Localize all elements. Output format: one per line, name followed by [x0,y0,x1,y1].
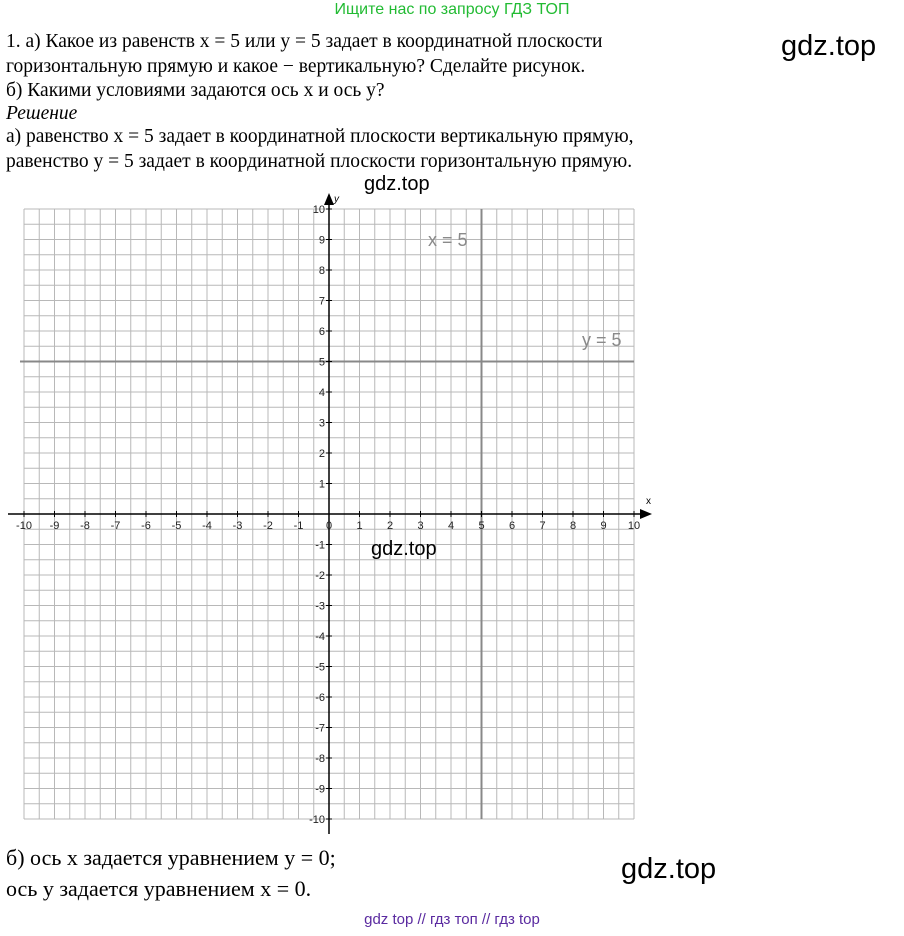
solution-heading: Решение [6,103,78,124]
x-tick-label: -9 [49,520,60,532]
x-tick-label: 0 [325,520,333,532]
y-tick-label: 2 [318,448,325,460]
x-tick-label: -6 [141,520,151,532]
y-tick-label: -9 [315,783,325,796]
y-tick-label: 3 [318,417,325,430]
x-tick-label: -10 [16,520,32,532]
y-tick-label: 1 [318,478,325,491]
x-tick-label: 7 [539,520,546,532]
solution-line-1: а) равенство x = 5 задает в координатной плоскости вертикальную прямую, [6,126,634,147]
x-tick-label: 10 [627,520,641,532]
watermark-top-right: gdz.top [781,30,877,62]
y-tick-label: -7 [315,722,325,735]
x-axis-label: x [646,496,651,507]
x-tick-label: -2 [263,520,273,532]
y-tick-label: -8 [315,753,325,765]
tick-labels [16,204,640,826]
watermark-graph-mid: gdz.top [371,538,437,560]
watermark-bottom-right: gdz.top [621,853,717,885]
x-tick-label: -5 [171,520,182,532]
x-tick-label: 6 [508,520,516,532]
y-tick-label: -6 [315,692,325,704]
problem-line-3: б) Какими условиями задаются ось x и ось y? [6,80,385,101]
y-tick-label: -4 [315,631,325,643]
x-tick-label: -1 [293,520,304,532]
search-banner: Ищите нас по запросу ГДЗ ТОП [334,1,570,18]
y-tick-label: 8 [318,265,325,277]
x-tick-label: -8 [80,520,90,532]
y-tick-label: -5 [315,661,325,674]
y-tick-label: 7 [318,295,325,308]
answer-line-1: б) ось x задается уравнением y = 0; [6,845,336,870]
x-tick-label: 4 [447,520,455,532]
y-axis-label: y [334,194,339,205]
x-tick-label: -7 [110,520,121,532]
watermark-graph-top: gdz.top [364,173,430,195]
problem-line-2: горизонтальную прямую и какое − вертикальную? Сделайте рисунок. [6,56,586,77]
line-label-y-equals-5: y = 5 [582,330,622,350]
x-tick-label: 1 [356,520,363,532]
coordinate-plane [0,188,904,838]
y-tick-label: -2 [315,570,325,582]
x-tick-label: -3 [232,520,243,532]
y-tick-label: 5 [318,356,325,369]
y-axis-arrow [324,193,334,205]
problem-line-1: 1. а) Какое из равенств x = 5 или y = 5 задает в координатной плоскости [6,31,603,52]
y-tick-label: -1 [315,539,325,552]
x-tick-label: 9 [600,520,607,532]
y-tick-label: -3 [315,600,325,613]
x-tick-label: -4 [202,520,212,532]
x-axis-arrow [640,509,652,519]
line-label-x-equals-5: x = 5 [428,230,468,250]
axes [8,193,652,834]
y-tick-label: 9 [318,234,325,247]
x-tick-label: 8 [569,520,577,532]
x-tick-label: 2 [386,520,394,532]
y-tick-label: 6 [318,326,325,338]
answer-line-2: ось y задается уравнением x = 0. [6,876,312,901]
solution-line-2: равенство y = 5 задает в координатной плоскости горизонтальную прямую. [6,151,633,172]
y-tick-label: 4 [318,387,325,399]
x-tick-label: 3 [417,520,424,532]
y-tick-label: 10 [312,204,325,216]
x-tick-label: 5 [478,520,485,532]
y-tick-label: -10 [309,814,325,826]
footer-links: gdz top // гдз топ // гдз top [364,911,540,928]
